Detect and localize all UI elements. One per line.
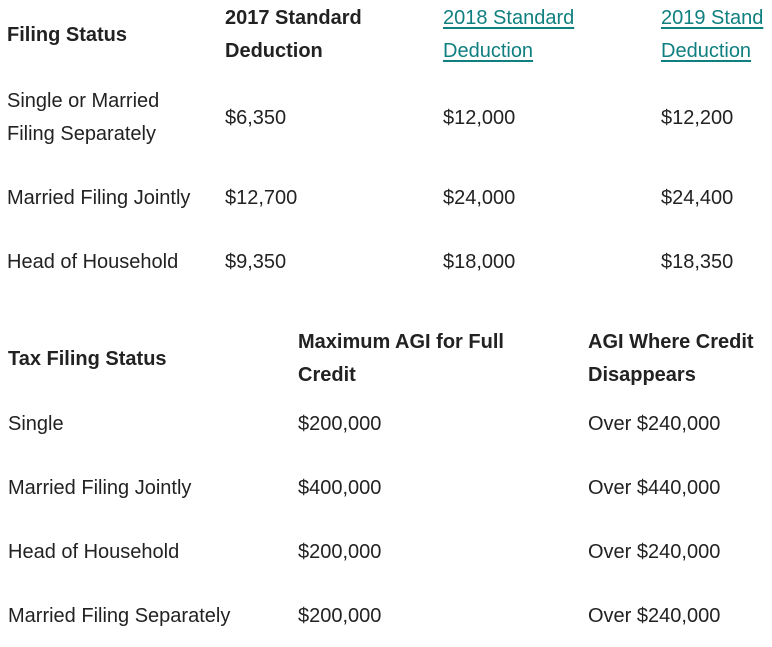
table-row [0, 392, 772, 456]
table-row [0, 520, 772, 584]
credit-disappears-cell: Over $240,000 [588, 540, 721, 563]
credit-disappears-cell: Over $440,000 [588, 476, 721, 499]
deduction-2019-cell: $12,200 [661, 106, 734, 129]
tax-filing-status-cell: Single [8, 412, 64, 435]
table-header-row [0, 326, 772, 392]
deduction-2017-cell: $9,350 [225, 250, 287, 273]
credit-disappears-cell: Over $240,000 [588, 604, 721, 627]
filing-status-cell: Single or Married Filing Separately [7, 90, 160, 145]
filing-status-cell: Married Filing Jointly [7, 186, 191, 209]
deduction-2019-cell: $24,400 [661, 186, 734, 209]
header-tax-filing-status: Tax Filing Status [8, 347, 167, 370]
header-filing-status: Filing Status [7, 23, 127, 46]
tax-filing-status-cell: Married Filing Separately [8, 604, 231, 627]
max-agi-cell: $200,000 [298, 604, 382, 627]
tax-filing-status-cell: Married Filing Jointly [8, 476, 192, 499]
table-header-row [0, 2, 772, 68]
tax-filing-status-cell: Head of Household [8, 540, 180, 563]
table-row [0, 584, 772, 647]
credit-disappears-cell: Over $240,000 [588, 412, 721, 435]
table-row [0, 228, 772, 296]
deduction-2018-cell: $18,000 [443, 250, 516, 273]
filing-status-cell: Head of Household [7, 250, 179, 273]
header-max-agi-full-credit: Maximum AGI for Full Credit [298, 331, 504, 386]
header-2019-deduction-link[interactable]: 2019 Stand Deduction [661, 7, 764, 62]
max-agi-cell: $200,000 [298, 412, 382, 435]
table-row [0, 68, 772, 168]
header-agi-credit-disappears: AGI Where Credit Disappears [588, 331, 754, 386]
deduction-2018-cell: $12,000 [443, 106, 516, 129]
max-agi-cell: $400,000 [298, 476, 382, 499]
max-agi-cell: $200,000 [298, 540, 382, 563]
standard-deduction-table [0, 2, 772, 296]
tax-credit-agi-table [0, 326, 772, 647]
deduction-2017-cell: $6,350 [225, 106, 287, 129]
table-row [0, 168, 772, 228]
table-row [0, 456, 772, 520]
header-2017-deduction: 2017 Standard Deduction [225, 7, 362, 62]
deduction-2018-cell: $24,000 [443, 186, 516, 209]
header-2018-deduction-link[interactable]: 2018 Standard Deduction [443, 7, 575, 62]
deduction-2017-cell: $12,700 [225, 186, 298, 209]
deduction-2019-cell: $18,350 [661, 250, 734, 273]
